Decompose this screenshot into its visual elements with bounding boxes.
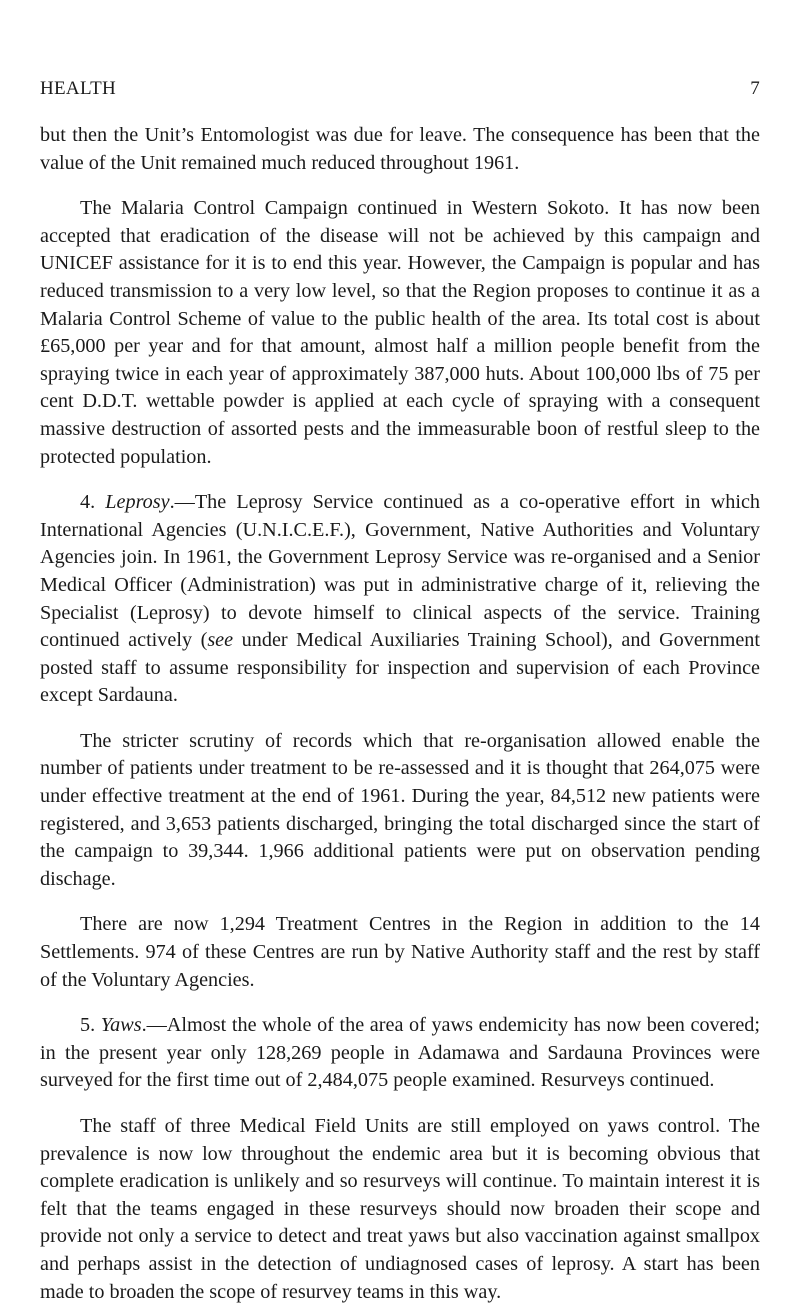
paragraph-continuation: but then the Unit’s Entomologist was due for leave. The consequence has been that the value of the Unit remained much reduced throughout 1961. [40,124,760,174]
paragraph-medical-field-units: The staff of three Medical Field Units are still employed on yaws control. The prevalence is now low throughout the endemic area but it is becoming obvious that complete eradication is unlikely and so resurveys will continue. To maintain interest it is felt that the teams engaged in these resurveys should now broaden their scope and provide not only a service to detect and treat yaws but also vaccination against smallpox and perhaps assist in the detection of undiagnosed cases of leprosy. A start has been made to broaden the scope of resurvey teams in this way. [40,1115,760,1303]
section-number-leprosy: 4. [80,491,96,514]
yaws-text: .—Almost the whole of the area of yaws endemicity has now been covered; in the present year only 128,269 people in Adamawa and Sardauna Provinces were surveyed for the first time out of 2,484,075 people examined. Resurveys continued. [40,1014,760,1092]
section-number-yaws: 5. [80,1014,96,1037]
body-text [40,122,760,1306]
paragraph-leprosy [40,489,760,710]
paragraph-leprosy-records: The stricter scrutiny of records which that re-organisation allowed enable the number of patients under treatment to be re-assessed and it is thought that 264,075 were under effective treatment at the end of 1961. During the year, 84,512 new patients were registered, and 3,653 patients discharged, bringing the total discharged since the start of the campaign to 39,344. 1,966 additional patients were put on observation pending dischage. [40,729,760,890]
running-header [40,78,760,102]
page-number: 7 [750,78,760,99]
leprosy-text: .—The Leprosy Service continued as a co-operative effort in which International Agencies (U.N.I.C.E.F.), Government, Native Authorities and Voluntary Agencies join. In 1961, the Government Leprosy Service was re-organised and a Senior Medical Officer (Administration) was put in administrative charge of it, relieving the Specialist (Leprosy) to devote himself to clinical aspects of the service. Training continued actively ( [40,491,760,652]
paragraph-yaws [40,1012,760,1095]
paragraph-malaria-control: The Malaria Control Campaign continued in Western Sokoto. It has now been accepted that eradication of the disease will not be achieved by this campaign and UNICEF assistance for it is to end this year. However, the Campaign is popular and has reduced transmission to a very low level, so that the Region proposes to continue it as a Malaria Control Scheme of value to the public health of the area. Its total cost is about £65,000 per year and for that amount, almost half a million people benefit from the spraying twice in each year of approximately 387,000 huts. About 100,000 lbs of 75 per cent D.D.T. wettable powder is applied at each cycle of spraying with a consequent massive destruction of assorted pests and the immeasurable boon of restful sleep to the protected population. [40,197,760,468]
see-reference: see [207,629,234,652]
section-title: HEALTH [40,78,117,99]
section-heading-leprosy: Leprosy [105,491,170,514]
leprosy-text-end: under Medical Auxiliaries Training School), and Government posted staff to assume responsibility for inspection and supervision of each Province except Sardauna. [40,629,760,707]
section-heading-yaws: Yaws [100,1014,142,1037]
paragraph-treatment-centres: There are now 1,294 Treatment Centres in the Region in addition to the 14 Settlements. 974 of these Centres are run by Native Authority staff and the rest by staff of the Voluntary Agencies. [40,913,760,991]
